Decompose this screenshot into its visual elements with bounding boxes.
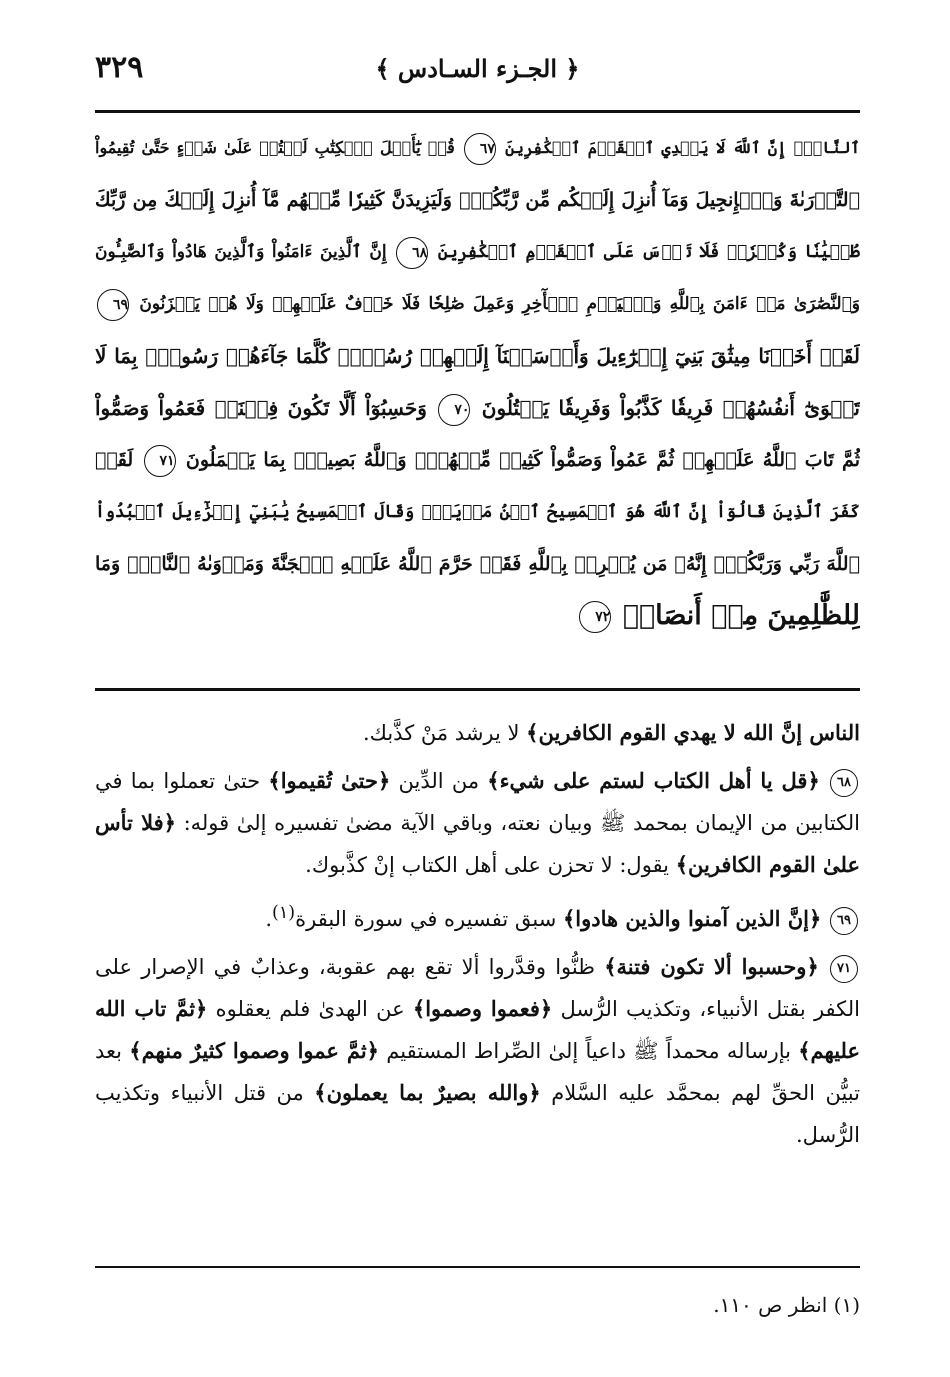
quoted-verse: ﴿فعموا وصموا﴾ (412, 996, 553, 1021)
quran-line: لَقَدۡ أَخَذۡنَا مِيثَٰقَ بَنِيٓ إِسۡرَٰٓءِيلَ وَأَرۡسَلۡنَآ إِلَيۡهِمۡ رُسُلٗاۖ كُلَّمَا جَآءَهُمۡ رَسُولُۢ بِمَا لَا (95, 344, 860, 368)
footnote-number: (١) (833, 1293, 860, 1317)
quoted-verse: ﴿وحسبوا ألا تكون فتنة﴾ (604, 954, 819, 979)
tafsir-commentary (95, 712, 860, 1257)
quran-line: ثُمَّ تَابَ ٱللَّهُ عَلَيۡهِمۡ ثُمَّ عَمُواْ وَصَمُّواْ كَثِيرٞ مِّنۡهُمۡۚ وَٱللَّهُ بَصِيرُۢ بِمَا يَعۡمَلُونَ ٧١ لَقَدۡ (95, 434, 860, 486)
commentary-text: بعد تبيُّن الحقِّ لهم بمحمَّد عليه السَّلام (95, 1039, 860, 1105)
quran-line: تَهۡوَىٰٓ أَنفُسُهُمۡ فَرِيقٗا كَذَّبُواْ وَفَرِيقٗا يَقۡتُلُونَ ٧٠ وَحَسِبُوٓاْ أَلَّا تَكُونَ فِتۡنَةٞ فَعَمُواْ وَصَمُّواْ (95, 382, 860, 434)
page-number: ٣٢٩ (95, 50, 144, 85)
footnotes (95, 1288, 860, 1322)
quran-text-block (95, 122, 860, 682)
verse-number-marker: ٦٨ (396, 237, 428, 269)
verse-number-marker: ٧١ (144, 445, 176, 477)
quran-line: ٱلنَّاسَۚ إِنَّ ٱللَّهَ لَا يَهۡدِي ٱلۡقَوۡمَ ٱلۡكَٰفِرِينَ ٦٧ قُلۡ يَٰٓأَهۡلَ ٱلۡكِتَٰبِ لَسۡتُمۡ عَلَىٰ شَيۡءٍ حَتَّىٰ تُقِيمُواْ (95, 122, 860, 174)
tafsir-paragraph (95, 712, 860, 754)
verse-number-marker: ٦٨ (830, 769, 858, 797)
footnote-reference: (١) (272, 903, 296, 923)
quoted-verse: ﴿قل يا أهل الكتاب لستم على شيء﴾ (487, 768, 820, 793)
quran-line: ٱلتَّوۡرَىٰةَ وَٱلۡإِنجِيلَ وَمَآ أُنزِلَ إِلَيۡكُم مِّن رَّبِّكُمۡۗ وَلَيَزِيدَنَّ كَثِيرٗا مِّنۡهُم مَّآ أُنزِلَ إِلَيۡكَ مِن رَّبِّكَ (95, 189, 860, 211)
verse-number-marker: ٦٧ (464, 133, 496, 165)
quoted-verse: ﴿إنَّ الذين آمنوا والذين هادوا﴾ (562, 906, 822, 931)
commentary-text: سبق تفسيره في سورة البقرة (295, 907, 563, 931)
quran-line: وَٱلنَّصَٰرَىٰ مَنۡ ءَامَنَ بِٱللَّهِ وَٱلۡيَوۡمِ ٱلۡأٓخِرِ وَعَمِلَ صَٰلِحٗا فَلَا خَوۡفٌ عَلَيۡهِمۡ وَلَا هُمۡ يَحۡزَنُونَ ٦٩ (95, 278, 860, 330)
commentary-text: يقول: لا تحزن على أهل الكتاب إنْ كذَّبوك. (305, 853, 676, 877)
quoted-verse: ﴿ثمَّ عموا وصموا كثيرٌ منهم﴾ (129, 1038, 379, 1063)
tafsir-paragraph (95, 892, 860, 940)
section-rule (95, 688, 860, 691)
verse-number-marker: ٦٩ (830, 907, 858, 935)
commentary-text: من قتل الأنبياء وتكذيب الرُّسل. (95, 1081, 860, 1147)
header-rule (95, 110, 860, 113)
quran-line: طُغۡيَٰنٗا وَكُفۡرٗاۖ فَلَا تَأۡسَ عَلَى ٱلۡقَوۡمِ ٱلۡكَٰفِرِينَ ٦٨ إِنَّ ٱلَّذِينَ ءَامَنُواْ وَٱلَّذِينَ هَادُواْ وَٱلصَّٰبِـُٔونَ (95, 226, 860, 278)
verse-number-marker: ٦٩ (97, 289, 129, 321)
tafsir-paragraph (95, 760, 860, 886)
page-header (95, 42, 860, 102)
running-title: ﴿ الجـزء السـادس ﴾ (375, 54, 580, 83)
footnote-text: انظر ص ١١٠. (713, 1293, 834, 1317)
commentary-text: لا يرشد مَنْ كذَّبك. (362, 721, 527, 745)
quoted-verse: ﴿والله بصيرٌ بما يعملون﴾ (314, 1080, 541, 1105)
commentary-text: ظنُّوا وقدَّروا ألا تقع بهم عقوبة، وعذابٌ في الإصرار على الكفر بقتل الأنبياء، وتكذيب الرُّسل (95, 955, 860, 1021)
footnote (95, 1288, 860, 1322)
quran-line: لِلظَّٰلِمِينَ مِنۡ أَنصَارٖ ٧٢ (95, 590, 860, 642)
verse-number-marker: ٧٠ (438, 394, 470, 426)
quoted-verse: الناس إنَّ الله لا يهدي القوم الكافرين﴾ (526, 720, 860, 745)
footnote-rule (95, 1266, 860, 1268)
quran-line: ٱللَّهَ رَبِّي وَرَبَّكُمۡۖ إِنَّهُۥ مَن يُشۡرِكۡ بِٱللَّهِ فَقَدۡ حَرَّمَ ٱللَّهُ عَلَيۡهِ ٱلۡجَنَّةَ وَمَأۡوَىٰهُ ٱلنَّارُۖ وَمَا (95, 553, 860, 575)
verse-number-marker: ٧٢ (579, 601, 611, 633)
commentary-text: حتىٰ تعملوا بما في الكتابين من الإيمان بمحمد ﷺ وبيان نعته، وباقي الآية مضىٰ تفسيره إلىٰ قوله: (95, 769, 861, 835)
quoted-verse: ﴿فلا تأس علىٰ القوم الكافرين﴾ (95, 810, 860, 877)
commentary-text: بإرساله محمداً ﷺ داعياً إلىٰ الصِّراط المستقيم (379, 1039, 799, 1063)
commentary-text: . (265, 907, 273, 931)
quoted-verse: ﴿ثمَّ تاب الله عليهم﴾ (95, 996, 861, 1063)
verse-number-marker: ٧١ (830, 955, 858, 983)
quran-line: كَفَرَ ٱلَّذِينَ قَالُوٓاْ إِنَّ ٱللَّهَ هُوَ ٱلۡمَسِيحُ ٱبۡنُ مَرۡيَمَۖ وَقَالَ ٱلۡمَسِيحُ يَٰبَنِيٓ إِسۡرَٰٓءِيلَ ٱعۡبُدُواْ (95, 502, 860, 522)
commentary-text: عن الهدىٰ فلم يعقلوه (207, 997, 413, 1021)
tafsir-paragraph (95, 946, 860, 1156)
quoted-verse: ﴿حتىٰ تُقيموا﴾ (268, 768, 391, 793)
commentary-text: من الدِّين (390, 769, 488, 793)
